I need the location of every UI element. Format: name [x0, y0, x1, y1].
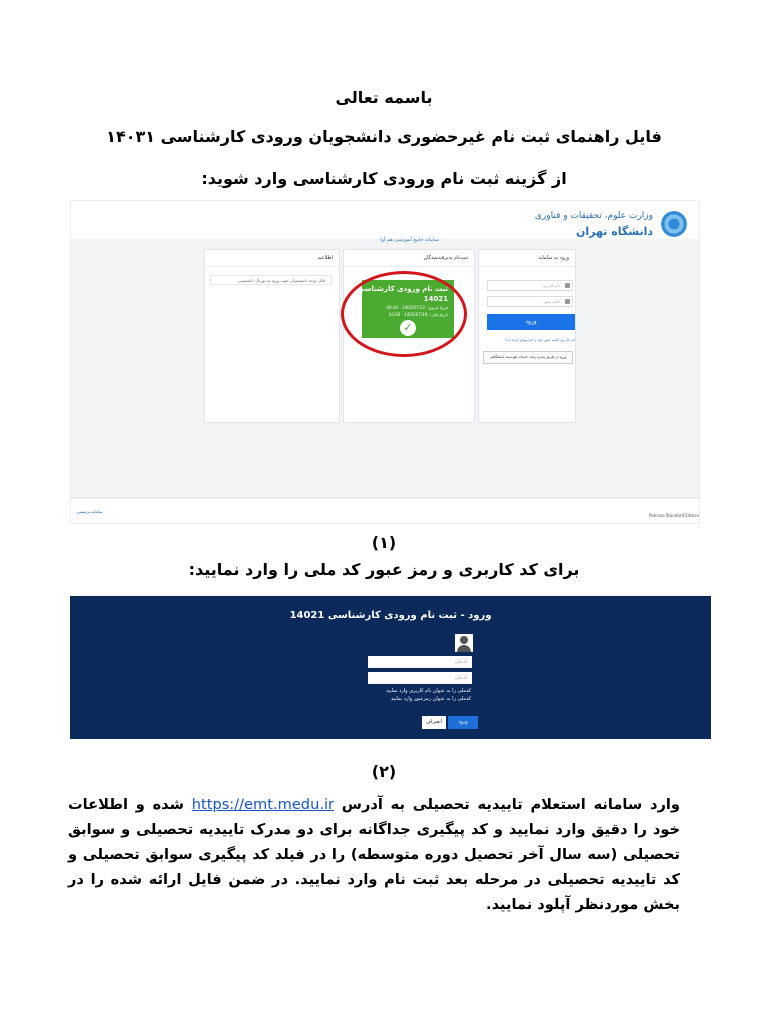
- university-name: دانشگاه تهران: [576, 225, 653, 238]
- password-hint: کدملی را به عنوان رمزعبور وارد نمایید: [390, 696, 471, 702]
- login-screenshot: [70, 596, 711, 739]
- news-panel-title: اطلاعیه: [205, 250, 339, 267]
- news-panel: [204, 249, 340, 423]
- news-item[interactable]: قابل توجه دانشجویان جهت ورود به پورتال دانشجویی: [210, 275, 332, 285]
- sso-login-button[interactable]: ورود از طریق پنجره واحد خدمات هوشمند دانشگاهی: [483, 351, 573, 364]
- emt-link[interactable]: https://emt.medu.ir: [191, 796, 335, 813]
- login-panel-title: ورود به سامانه: [479, 250, 575, 267]
- footer-divider: [71, 497, 699, 498]
- document-subtitle: فایل راهنمای ثبت نام غیرحضوری دانشجویان ورودی کارشناسی ۱۴۰۳۱: [106, 127, 662, 146]
- login-panel: [478, 249, 576, 423]
- highlight-circle: [341, 271, 467, 357]
- login-button[interactable]: ورود: [487, 314, 575, 330]
- username-hint: کدملی را به عنوان نام کاربری وارد نمایید: [386, 688, 471, 694]
- registration-card-title: ثبت نام ورودی کارشناسی: [357, 285, 448, 293]
- university-emblem-icon: [659, 209, 689, 239]
- lock-icon: [565, 299, 570, 304]
- login-title: ورود - ثبت نام ورودی کارشناسی 14021: [289, 610, 492, 621]
- instruction-paragraph: [68, 792, 680, 917]
- registration-card-code: 14021: [423, 295, 448, 303]
- caption-2: (۲): [371, 762, 397, 781]
- step1-instruction: از گزینه ثبت نام ورودی کارشناسی وارد شوید:: [201, 169, 567, 188]
- step2-instruction: برای کد کاربری و رمز عبور کد ملی را وارد نمایید:: [188, 560, 580, 579]
- user-icon: [565, 283, 570, 288]
- document-title: باسمه تعالی: [335, 88, 433, 107]
- footer-logo: سامانه پرسیس: [77, 509, 103, 514]
- national-id-username-input[interactable]: کدملی: [368, 656, 472, 668]
- registration-panel-title: ثبت‌نام پذیرفته‌شدگان: [344, 250, 474, 267]
- caption-1: (۱): [371, 533, 397, 552]
- portal-screenshot: [70, 200, 700, 524]
- registration-end-date: تاریخ پایان : 1402/07/19 - 16:00: [388, 312, 448, 317]
- paragraph-part1: وارد سامانه استعلام تاییدیه تحصیلی به آدرس: [334, 796, 681, 813]
- checkmark-icon: ✓: [400, 320, 416, 336]
- registration-start-date: تاریخ شروع : 1402/07/12 - 08:30: [386, 305, 448, 310]
- national-id-password-input[interactable]: کدملی: [368, 672, 472, 684]
- paragraph-part2: شده و اطلاعات خود را دقیق وارد نمایید و کد پیگیری جداگانه برای دو مدرک تاییدیه تحصیلی و سوابق تحصیلی (سه سال آخر تحصیل دوره متوسطه) را در فیلد کد پیگیری سوابق تحصیلی و کد تاییدیه تحصیلی در مرحله بعد ثبت نام وارد نمایید. در ضمن فایل ارائه شده را در بخش موردنظر آپلود نمایید.: [68, 796, 680, 913]
- forgot-password-link[interactable]: نام کاربری/کلمه عبور خود را فراموش کرده اید؟: [505, 338, 575, 342]
- cancel-button[interactable]: انصراف: [422, 716, 446, 729]
- username-placeholder: نام کاربری: [542, 283, 560, 288]
- enter-button[interactable]: ورود: [448, 716, 478, 729]
- password-placeholder: کلمه عبور: [543, 299, 560, 304]
- footer-brand: Pamsoo Standard Edition: [649, 513, 700, 518]
- system-title: سامانه جامع آموزشی هم آوا: [380, 237, 439, 243]
- avatar-icon: [455, 634, 473, 652]
- username-input[interactable]: [487, 280, 573, 291]
- ministry-line: وزارت علوم، تحقیقات و فناوری: [534, 211, 653, 221]
- university-logo: [534, 207, 689, 243]
- password-input[interactable]: [487, 296, 573, 307]
